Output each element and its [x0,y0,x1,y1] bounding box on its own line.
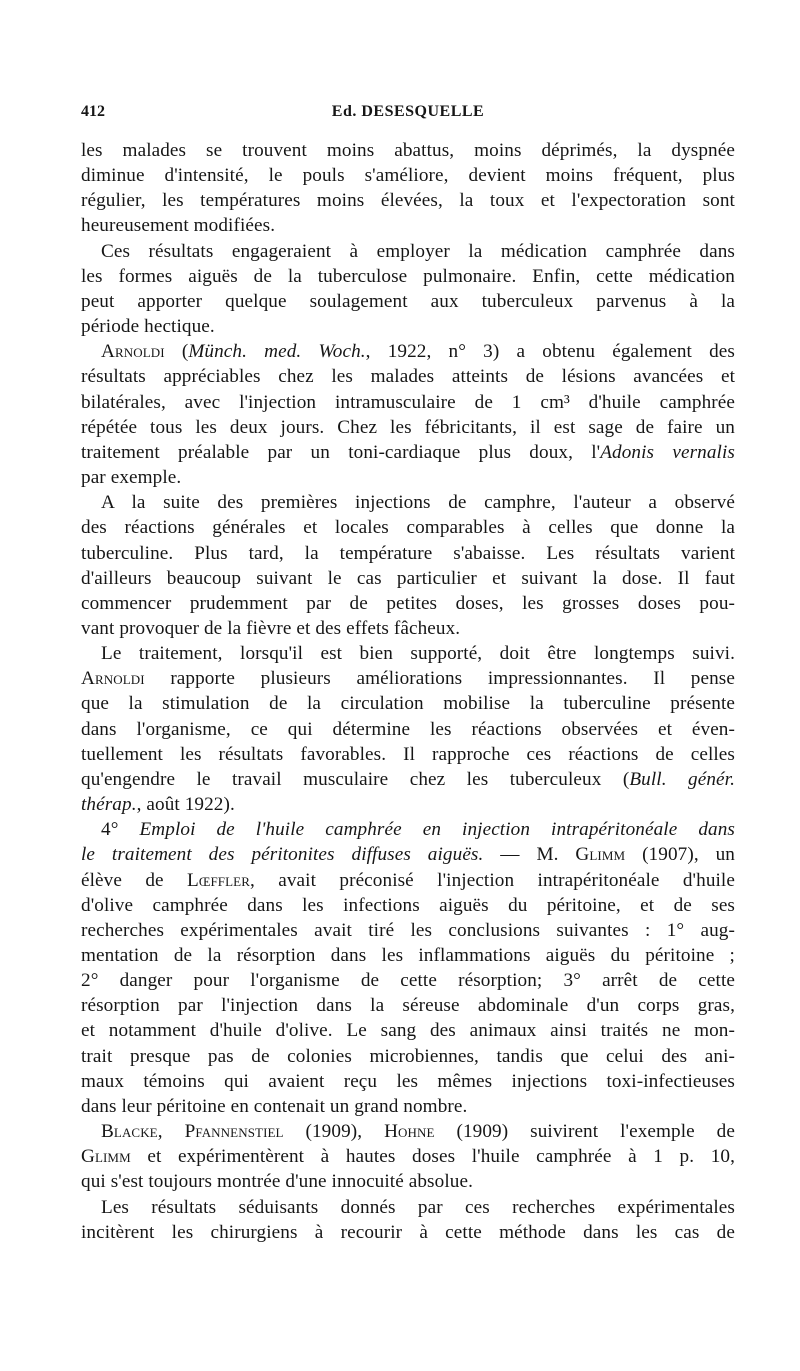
text-line: qui s'est toujours montrée d'une innocuité absolue. [81,1171,473,1193]
paragraph [81,490,735,641]
text-line: régulier, les températures moins élevées, la toux et l'expectoration sont [81,190,735,212]
text-line: Le traitement, lorsqu'il est bien supporté, doit être longtemps suivi. [101,643,735,665]
paragraph [81,641,735,817]
text-line: dans l'organisme, ce qui détermine les réactions observées et éven- [81,718,735,740]
author-name: DESESQUELLE [361,103,485,120]
text-line: répétée tous les deux jours. Chez les fébricitants, il est sage de faire un [81,416,735,438]
page-number: 412 [81,103,105,120]
paragraph [81,817,735,1119]
paragraph [81,1119,735,1194]
text-line: que la stimulation de la circulation mobilise la tuberculine présente [81,693,735,715]
citation: Münch. med. Woch. [188,341,366,363]
text-line: 2° danger pour l'organisme de cette résorption; 3° arrêt de cette [81,970,735,992]
author-ref: Glimm [575,844,626,866]
text-line: peut apporter quelque soulagement aux tuberculeux parvenus à la [81,290,735,312]
author-ref: Glimm [81,1146,131,1168]
text-line: Arnoldi rapporte plusieurs améliorations impressionnantes. Il pense [81,668,735,690]
text-line: traitement préalable par un toni-cardiaque plus doux, l'Adonis vernalis [81,441,735,463]
section-title: le traitement des péritonites diffuses aiguës. [81,844,484,866]
text-line: tuellement les résultats favorables. Il rapproche ces réactions de celles [81,743,735,765]
citation: Bull. génér. [629,768,735,790]
text-line: d'olive camphrée dans les infections aiguës du péritoine, et de ses [81,894,735,916]
section-title: Emploi de l'huile camphrée en injection intrapéritonéale dans [139,819,735,841]
author-ref: Hohne [384,1121,435,1143]
text-line: Ces résultats engageraient à employer la médication camphrée dans [101,240,735,262]
paragraph [81,138,735,239]
paragraph [81,239,735,340]
text-line: et notamment d'huile d'olive. Le sang des animaux ainsi traités ne mon- [81,1020,735,1042]
section-number: 4° [101,819,119,841]
text-line: tuberculine. Plus tard, la température s'abaisse. Les résultats varient [81,542,735,564]
body-text [81,138,735,1245]
text-line: des réactions générales et locales comparables à celles que donne la [81,517,735,539]
author-ref: Blacke [101,1121,158,1143]
text-line: Glimm et expérimentèrent à hautes doses l'huile camphrée à 1 p. 10, [81,1146,735,1168]
citation: thérap. [81,794,137,816]
text-line: vant provoquer de la fièvre et des effets fâcheux. [81,617,461,639]
text-line: mentation de la résorption dans les inflammations aiguës du péritoine ; [81,945,735,966]
paragraph [81,1195,735,1245]
paragraph [81,339,735,490]
text-line: dans leur péritoine en contenait un grand nombre. [81,1095,468,1117]
text-line: période hectique. [81,316,215,338]
section-heading [81,817,735,842]
author-initial: Ed. [331,103,357,120]
text-line: trait presque pas de colonies microbiennes, tandis que celui des ani- [81,1045,735,1067]
text-line: élève de Lœffler, avait préconisé l'injection intrapéritonéale d'huile [81,869,735,891]
text-line: Arnoldi (Münch. med. Woch., 1922, n° 3) a obtenu également des [101,341,735,363]
running-head [81,103,735,125]
text-line: diminue d'intensité, le pouls s'améliore, devient moins fréquent, plus [81,165,735,187]
author-ref: Arnoldi [81,668,145,690]
text-line: recherches expérimentales avait tiré les conclusions suivantes : 1° aug- [81,919,735,941]
text-line: Blacke, Pfannenstiel (1909), Hohne (1909) suivirent l'exemple de [101,1121,735,1143]
text-line: d'ailleurs beaucoup suivant le cas particulier et suivant la dose. Il faut [81,567,735,589]
text-line: par exemple. [81,467,182,489]
running-head-author [81,103,735,121]
text-line: maux témoins qui avaient reçu les mêmes injections toxi-infectieuses [81,1070,735,1092]
text-line: Les résultats séduisants donnés par ces recherches expérimentales [101,1196,735,1218]
text-line: les malades se trouvent moins abattus, moins déprimés, la dyspnée [81,140,735,161]
author-ref: Arnoldi [101,341,165,363]
text-line: commencer prudemment par de petites doses, les grosses doses pou- [81,592,735,614]
text-line: le traitement des péritonites diffuses aiguës. — M. Glimm (1907), un [81,844,735,866]
text-line: résorption par l'injection dans la séreuse abdominale d'un corps gras, [81,995,735,1017]
text-line: les formes aiguës de la tuberculose pulmonaire. Enfin, cette médication [81,265,735,287]
text-line: thérap., août 1922). [81,794,235,816]
text-line: bilatérales, avec l'injection intramusculaire de 1 cm³ d'huile camphrée [81,391,735,413]
text-line: A la suite des premières injections de camphre, l'auteur a observé [101,492,735,514]
text-line: heureusement modifiées. [81,215,276,237]
author-ref: Pfannenstiel [184,1121,284,1143]
plant-name: Adonis vernalis [600,441,735,463]
text-line: incitèrent les chirurgiens à recourir à cette méthode dans les cas de [81,1221,735,1243]
author-ref: Lœffler [187,869,250,891]
citation-rest: , 1922, n° 3) [365,341,500,363]
text-line: résultats appréciables chez les malades atteints de lésions avancées et [81,366,735,388]
text-line: qu'engendre le travail musculaire chez les tuberculeux (Bull. génér. [81,768,735,790]
